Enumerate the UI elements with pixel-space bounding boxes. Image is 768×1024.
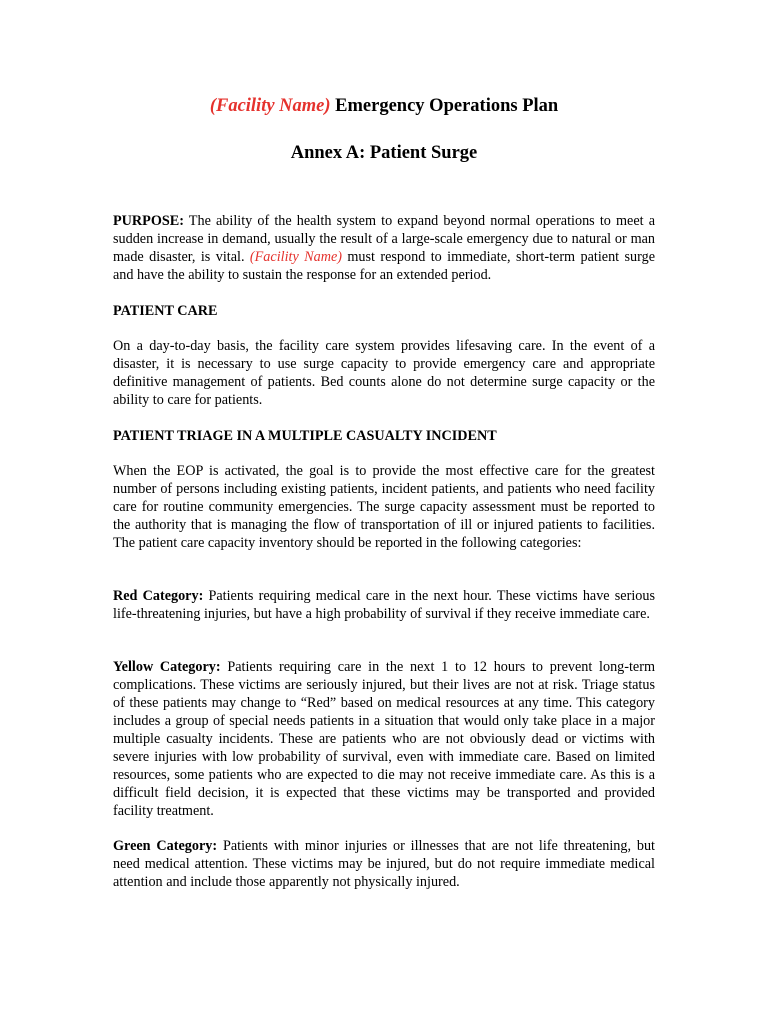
purpose-facility-placeholder: (Facility Name) (249, 249, 342, 265)
yellow-category-label: Yellow Category: (113, 659, 221, 675)
yellow-category-text: Patients requiring care in the next 1 to 12 hours to prevent long-term complications. These victims are seriously injured, but their lives are not at risk. Triage status of these patients may change to “Red” based on medical resources at any time. This category includes a group of special needs patients in a situation that would only take place in a major multiple casualty incidents. These are patients who are not obviously dead or victims with severe injuries with low probability of survival, even with immediate care. Based on limited resources, some patients who are expected to die may not receive immediate care. As this is a difficult field decision, it is expected that these victims may be transported and provided facility treatment. (113, 659, 655, 819)
red-category-text: Patients requiring medical care in the next hour. These victims have serious life-threatening injuries, but have a high probability of survival if they receive immediate care. (113, 588, 655, 622)
annex-subtitle: Annex A: Patient Surge (290, 143, 478, 163)
purpose-text-before: The ability of the health system to expand beyond normal operations to meet a sudden increase in demand, usually the result of a large-scale emergency due to natural or man made disaster, is vital. (113, 213, 655, 265)
document-title (0, 94, 768, 118)
triage-paragraph: When the EOP is activated, the goal is to provide the most effective care for the greatest number of persons including existing patients, incident patients, and patients who need facility care for routine community emergencies. The surge capacity assessment must be reported to the authority that is managing the flow of transportation of ill or injured patients to facilities. The patient care capacity inventory should be reported in the following categories: (113, 463, 655, 551)
red-category-paragraph (113, 587, 655, 623)
green-category-text: Patients with minor injuries or illnesses that are not life threatening, but need medical attention. These victims may be injured, but do not require immediate medical attention and include those apparently not physically injured. (113, 838, 655, 890)
green-category-label: Green Category: (113, 838, 218, 854)
patient-care-paragraph: On a day-to-day basis, the facility care system provides lifesaving care. In the event of a disaster, it is necessary to use surge capacity to provide emergency care and appropriate definitive management of patients. Bed counts alone do not determine surge capacity or the ability to care for patients. (113, 338, 655, 408)
green-category-paragraph (113, 837, 655, 891)
purpose-paragraph (113, 212, 655, 284)
patient-care-heading: PATIENT CARE (113, 303, 218, 319)
purpose-text-after: must respond to immediate, short-term patient surge and have the ability to sustain the response for an extended period. (113, 249, 655, 283)
triage-heading: PATIENT TRIAGE IN A MULTIPLE CASUALTY INCIDENT (113, 428, 497, 444)
title-text: Emergency Operations Plan (330, 96, 559, 116)
yellow-category-paragraph (113, 658, 655, 820)
purpose-label: PURPOSE: (113, 213, 184, 229)
red-category-label: Red Category: (113, 588, 204, 604)
facility-name-placeholder: (Facility Name) (209, 96, 331, 116)
